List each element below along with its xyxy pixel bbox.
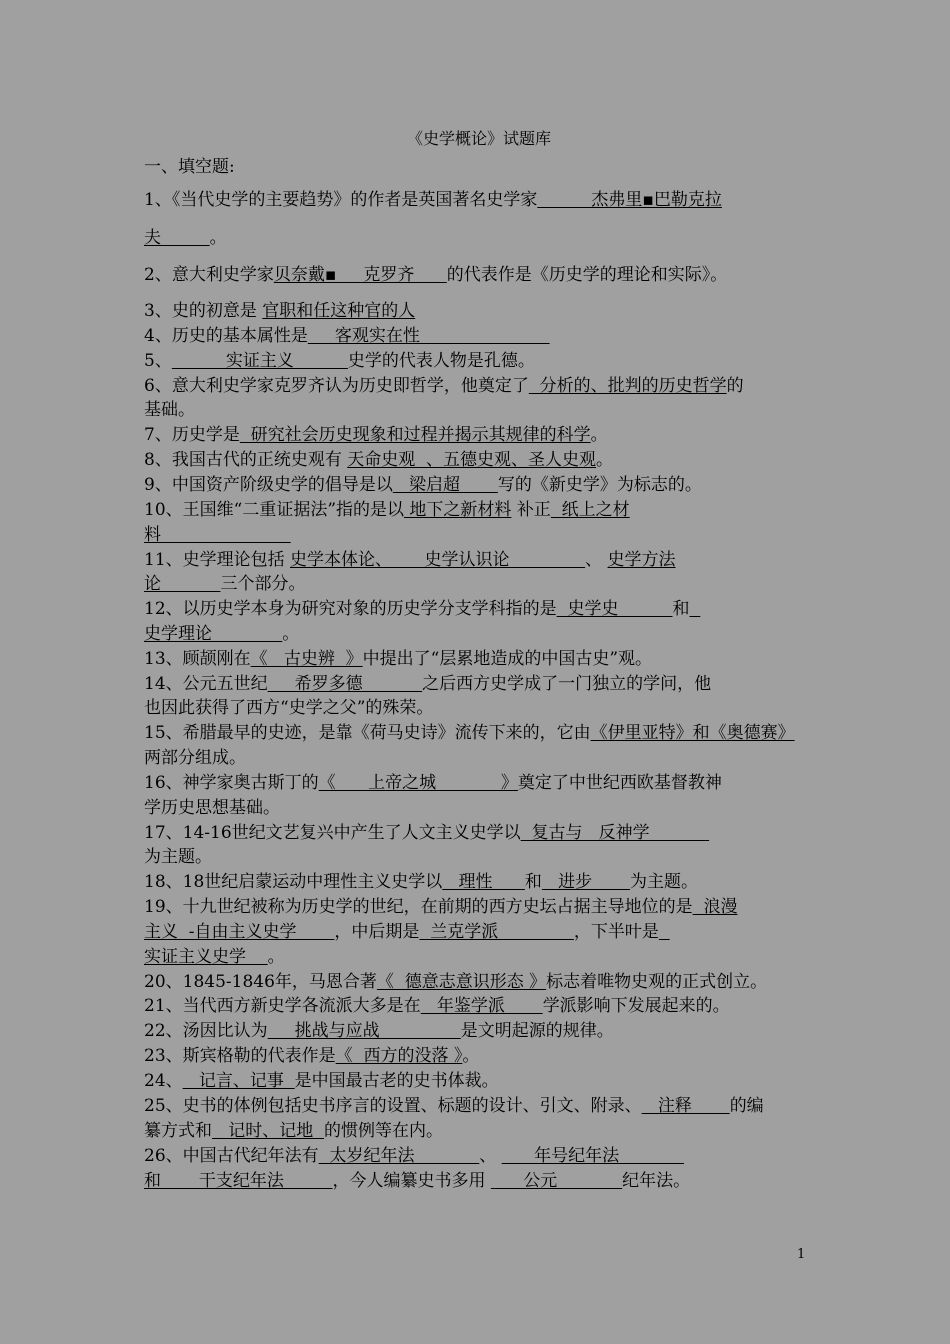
question-text: 。 bbox=[462, 1046, 480, 1066]
question-line bbox=[144, 598, 814, 620]
answer-text: 记时、记地 bbox=[212, 1121, 325, 1141]
question-line bbox=[144, 1145, 814, 1167]
question-text: 、 bbox=[585, 550, 608, 570]
question-text: 的编 bbox=[729, 1096, 764, 1116]
question-line bbox=[144, 921, 814, 943]
question-text: 6、意大利史学家克罗齐认为历史即哲学，他奠定了 bbox=[144, 376, 529, 396]
question-text: 的惯例等在内。 bbox=[324, 1121, 444, 1141]
question-text: 13、顾颉刚在 bbox=[144, 649, 251, 669]
question-text: 3、史的初意是 bbox=[144, 301, 263, 321]
question-text: 23、斯宾格勒的代表作是 bbox=[144, 1046, 336, 1066]
question-text: 。 bbox=[282, 624, 300, 644]
question-line bbox=[144, 1045, 814, 1067]
question-text: 7、历史学是 bbox=[144, 425, 240, 445]
answer-text: 挑战与应战 bbox=[267, 1021, 461, 1041]
question-line bbox=[144, 573, 814, 595]
question-text: 5、 bbox=[144, 351, 172, 371]
question-line bbox=[144, 747, 814, 769]
question-line bbox=[144, 946, 814, 968]
answer-text bbox=[690, 599, 701, 619]
answer-text: 《 古史辨 》 bbox=[250, 649, 363, 669]
question-line bbox=[144, 871, 814, 893]
question-line bbox=[144, 971, 814, 993]
answer-text: 《 德意志意识形态 》 bbox=[376, 972, 547, 992]
question-line bbox=[144, 1095, 814, 1117]
question-text: 基础。 bbox=[144, 400, 195, 420]
question-text: 18、18世纪启蒙运动中理性主义史学以 bbox=[144, 872, 443, 892]
question-line bbox=[144, 189, 814, 211]
question-line bbox=[144, 264, 814, 286]
document-title: 《史学概论》试题库 bbox=[406, 129, 551, 148]
answer-text: 《 西方的没落 》 bbox=[335, 1046, 463, 1066]
question-line bbox=[144, 995, 814, 1017]
question-line bbox=[144, 896, 814, 918]
answer-text: 论 bbox=[144, 574, 221, 594]
answer-text: 兰克学派 bbox=[419, 922, 574, 942]
answer-text: 浪漫 bbox=[692, 897, 738, 917]
question-text: 。 bbox=[267, 947, 285, 967]
question-line bbox=[144, 1120, 814, 1142]
answer-text: 实证主义 bbox=[171, 351, 348, 371]
question-text: 9、中国资产阶级史学的倡导是以 bbox=[144, 475, 393, 495]
answer-text: 夫 bbox=[144, 228, 210, 248]
question-line bbox=[144, 524, 814, 546]
answer-text: 纸上之材 bbox=[550, 500, 630, 520]
question-line bbox=[144, 1170, 814, 1192]
question-line bbox=[144, 822, 814, 844]
question-text: 26、中国古代纪年法有 bbox=[144, 1146, 319, 1166]
question-line bbox=[144, 722, 814, 744]
answer-text: 贝奈戴▪ 克罗齐 bbox=[273, 265, 447, 285]
question-text: 。 bbox=[590, 425, 608, 445]
question-line bbox=[144, 846, 814, 868]
question-text: 17、14-16世纪文艺复兴中产生了人文主义史学以 bbox=[144, 823, 521, 843]
answer-text: 希罗多德 bbox=[267, 674, 423, 694]
answer-text: 年鉴学派 bbox=[420, 996, 543, 1016]
question-text: 和 bbox=[672, 599, 690, 619]
question-line bbox=[144, 797, 814, 819]
answer-text: 注释 bbox=[641, 1096, 730, 1116]
question-text: ，今人编纂史书多用 bbox=[332, 1171, 491, 1191]
question-text: 补正 bbox=[511, 500, 551, 520]
question-text: 的代表作是《历史学的理论和实际》。 bbox=[446, 265, 728, 285]
question-text: 14、公元五世纪 bbox=[144, 674, 268, 694]
question-line bbox=[144, 499, 814, 521]
question-text: 8、我国古代的正统史观有 bbox=[144, 450, 348, 470]
question-text: 为主题。 bbox=[144, 847, 212, 867]
question-text: 标志着唯物史观的正式创立。 bbox=[546, 972, 768, 992]
question-text: 12、以历史学本身为研究对象的历史学分支学科指的是 bbox=[144, 599, 557, 619]
question-text: 。 bbox=[209, 228, 227, 248]
question-line bbox=[144, 1070, 814, 1092]
question-line bbox=[144, 697, 814, 719]
question-text: 19、十九世纪被称为历史学的世纪，在前期的西方史坛占据主导地位的是 bbox=[144, 897, 693, 917]
question-text: 两部分组成。 bbox=[144, 748, 246, 768]
answer-text: 记言、记事 bbox=[182, 1071, 295, 1091]
question-line bbox=[144, 399, 814, 421]
question-text: 24、 bbox=[144, 1071, 183, 1091]
question-text: 的 bbox=[726, 376, 744, 396]
question-line bbox=[144, 549, 814, 571]
question-text: 学派影响下发展起来的。 bbox=[542, 996, 730, 1016]
question-line bbox=[144, 1020, 814, 1042]
answer-text: 史学史 bbox=[556, 599, 673, 619]
answer-text: 公元 bbox=[490, 1171, 623, 1191]
question-line bbox=[144, 375, 814, 397]
question-text: 中提出了“层累地造成的中国古史”观。 bbox=[362, 649, 653, 669]
question-text: 1、《当代史学的主要趋势》的作者是英国著名史学家 bbox=[144, 190, 538, 210]
question-text: 16、神学家奥古斯丁的 bbox=[144, 773, 319, 793]
question-line bbox=[144, 424, 814, 446]
question-text: ，中后期是 bbox=[334, 922, 420, 942]
question-line bbox=[144, 772, 814, 794]
question-text: 学历史思想基础。 bbox=[144, 798, 280, 818]
question-text: 20、1845-1846年，马恩合著 bbox=[144, 972, 377, 992]
question-text: 三个部分。 bbox=[220, 574, 306, 594]
question-text: 2、意大利史学家 bbox=[144, 265, 274, 285]
answer-text: 史学本体论、 史学认识论 bbox=[290, 550, 586, 570]
question-line bbox=[144, 350, 814, 372]
answer-text: 分析的、批判的历史哲学 bbox=[528, 376, 727, 396]
question-line bbox=[144, 227, 814, 249]
question-text: 奠定了中世纪西欧基督教神 bbox=[517, 773, 722, 793]
question-text: 也因此获得了西方“史学之父”的殊荣。 bbox=[144, 698, 434, 718]
answer-text: 客观实在性 bbox=[307, 326, 550, 346]
question-text: 21、当代西方新史学各流派大多是在 bbox=[144, 996, 421, 1016]
answer-text: 年号纪年法 bbox=[501, 1146, 684, 1166]
question-text: 25、史书的体例包括史书序言的设置、标题的设计、引文、附录、 bbox=[144, 1096, 642, 1116]
answer-text: 史学方法 bbox=[607, 550, 676, 570]
answer-text bbox=[659, 922, 670, 942]
question-line bbox=[144, 449, 814, 471]
question-text: 纂方式和 bbox=[144, 1121, 212, 1141]
question-text: 15、希腊最早的史迹，是靠《荷马史诗》流传下来的，它由 bbox=[144, 723, 591, 743]
answer-text: 理性 bbox=[442, 872, 525, 892]
question-text: ，下半叶是 bbox=[573, 922, 659, 942]
question-line bbox=[144, 623, 814, 645]
question-text: 11、史学理论包括 bbox=[144, 550, 291, 570]
answer-text: 太岁纪年法 bbox=[318, 1146, 480, 1166]
answer-text: 《 上帝之城 》 bbox=[318, 773, 518, 793]
page-number: 1 bbox=[797, 1247, 806, 1262]
question-line bbox=[144, 673, 814, 695]
question-text: 和 bbox=[524, 872, 542, 892]
question-text: 写的《新史学》为标志的。 bbox=[497, 475, 702, 495]
answer-text: 《伊里亚特》和《奥德赛》 bbox=[590, 723, 795, 743]
question-text: 是文明起源的规律。 bbox=[460, 1021, 614, 1041]
question-line bbox=[144, 300, 814, 322]
question-text: 4、历史的基本属性是 bbox=[144, 326, 308, 346]
answer-text: 天命史观 、五德史观、圣人史观 bbox=[347, 450, 597, 470]
question-text: 为主题。 bbox=[629, 872, 698, 892]
question-text: 史学的代表人物是孔德。 bbox=[347, 351, 535, 371]
answer-text: 主义 -自由主义史学 bbox=[144, 922, 335, 942]
section-heading: 一、填空题: bbox=[144, 157, 235, 177]
answer-text: 实证主义史学 bbox=[144, 947, 268, 967]
question-line bbox=[144, 648, 814, 670]
question-text: 是中国最古老的史书体裁。 bbox=[294, 1071, 499, 1091]
answer-text: 复古与 反神学 bbox=[520, 823, 710, 843]
answer-text: 研究社会历史现象和过程并揭示其规律的科学 bbox=[239, 425, 591, 445]
answer-text: 官职和任这种官的人 bbox=[262, 301, 416, 321]
answer-text: 进步 bbox=[541, 872, 630, 892]
question-text: 。 bbox=[596, 450, 614, 470]
answer-text: 杰弗里▪巴勒克拉 bbox=[537, 190, 722, 210]
question-text: 纪年法。 bbox=[622, 1171, 691, 1191]
question-text: 10、王国维“二重证据法”指的是以 bbox=[144, 500, 405, 520]
answer-text: 史学理论 bbox=[144, 624, 283, 644]
question-text: 、 bbox=[479, 1146, 502, 1166]
answer-text: 地下之新材料 bbox=[404, 500, 512, 520]
question-text: 之后西方史学成了一门独立的学问，他 bbox=[422, 674, 712, 694]
question-line bbox=[144, 325, 814, 347]
answer-text: 料 bbox=[144, 525, 291, 545]
question-line bbox=[144, 474, 814, 496]
answer-text: 梁启超 bbox=[392, 475, 498, 495]
answer-text: 和 干支纪年法 bbox=[144, 1171, 333, 1191]
question-text: 22、汤因比认为 bbox=[144, 1021, 268, 1041]
